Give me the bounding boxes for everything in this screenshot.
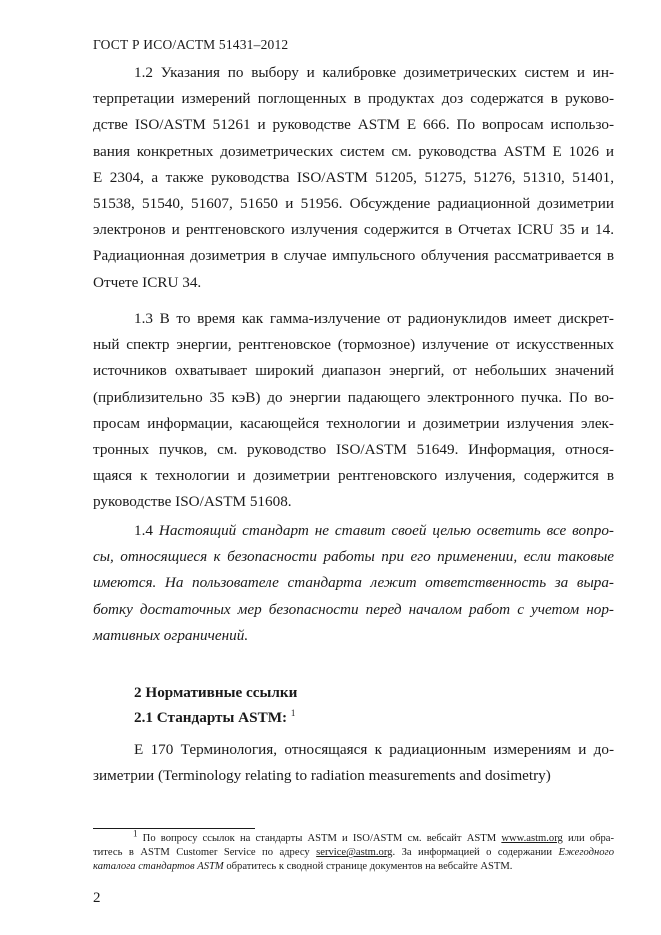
text-line: источников охватывает широкий диапазон энергий, от небольших значений — [93, 362, 614, 380]
paragraph-1-4 — [93, 518, 614, 649]
footnote-divider — [93, 828, 255, 829]
footnote-text: . За информацией о содержании — [392, 847, 553, 859]
footnote-line — [93, 828, 615, 846]
text-line: (приблизительно 35 кэВ) до энергии падающего электронного пучка. По во- — [93, 388, 614, 406]
text-line: ный спектр энергии, рентгеновское (тормозное) излучение от искусственных — [93, 336, 614, 354]
section-2-title: 2 Нормативные ссылки — [134, 684, 298, 701]
paragraph-1-2 — [93, 60, 614, 296]
text-line: тронных пучков, см. руководство ISO/ASTM 51649. Информация, относя- — [93, 440, 614, 458]
footnote-italic: каталога стандартов ASTM — [93, 861, 224, 873]
footnote-mark: 1 — [133, 828, 138, 839]
text-line: сы, относящиеся к безопасности работы при его применении, если таковые — [93, 548, 614, 566]
section-2-1-title — [134, 709, 295, 727]
page-number: 2 — [93, 890, 101, 906]
document-header: ГОСТ Р ИСО/АСТМ 51431–2012 — [93, 37, 289, 52]
text-line: ботку достаточных мер безопасности перед началом работ с учетом нор- — [93, 600, 614, 618]
footnote-line — [93, 846, 614, 860]
text-line: Радиационная дозиметрия в случае импульсного облучения рассматривается в — [93, 247, 614, 265]
clause-number: 1.4 — [134, 522, 153, 539]
footnote-text: обратитесь к сводной странице документов на вебсайте ASTM. — [226, 861, 513, 873]
text-line: вания конкретных дозиметрических систем см. руководства ASTM E 1026 и — [93, 142, 614, 160]
text-line: просам информации, касающейся технологии и дозиметрии излучения элек- — [93, 414, 614, 432]
text-line: 51538, 51540, 51607, 51650 и 51956. Обсуждение радиационной дозиметрии — [93, 194, 614, 212]
footnote-italic: Ежегодного — [558, 847, 614, 859]
subsection-text: 2.1 Стандарты ASTM: — [134, 709, 288, 726]
italic-text: Настоящий стандарт не ставит своей целью осветить все вопро- — [158, 522, 614, 539]
text-line: зиметрии (Terminology relating to radiation measurements and dosimetry) — [93, 767, 551, 785]
email-link[interactable]: service@astm.org — [316, 847, 393, 859]
paragraph-1-3 — [93, 306, 614, 516]
footnote — [93, 828, 615, 875]
footnote-text: По вопросу ссылок на стандарты ASTM и ISO/ASTM см. вебсайт ASTM — [142, 833, 497, 844]
text-line: терпретации измерений поглощенных в продуктах доз содержатся в руково- — [93, 90, 614, 108]
reference-e170 — [93, 737, 614, 789]
text-line: E 170 Терминология, относящаяся к радиационным измерениям и до- — [134, 741, 614, 758]
text-line: 1.3 В то время как гамма-излучение от радионуклидов имеет дискрет- — [134, 310, 614, 327]
text-line: 1.2 Указания по выбору и калибровке дозиметрических систем и ин- — [134, 64, 614, 81]
text-line: руководстве ISO/ASTM 51608. — [93, 493, 292, 511]
text-line: электронов и рентгеновского излучения содержится в Отчетах ICRU 35 и 14. — [93, 221, 614, 239]
footnote-text: титесь в ASTM Customer Service по адресу — [93, 847, 310, 859]
footnote-ref: 1 — [290, 707, 296, 718]
text-line: дстве ISO/ASTM 51261 и руководстве ASTM E 666. По вопросам использо- — [93, 116, 614, 134]
footnote-text: или обра- — [568, 833, 615, 844]
text-line: Отчете ICRU 34. — [93, 273, 202, 291]
text-line: щаяся к технологии и дозиметрии рентгеновского излучения, содержится в — [93, 467, 614, 485]
text-line — [93, 518, 614, 544]
website-link[interactable]: www.astm.org — [501, 833, 563, 844]
text-line: мативных ограничений. — [93, 626, 249, 644]
text-line: E 2304, а также руководства ISO/ASTM 51205, 51275, 51276, 51310, 51401, — [93, 168, 614, 186]
footnote-line — [93, 860, 614, 874]
text-line: имеются. На пользователе стандарта лежит ответственность за выра- — [93, 574, 614, 592]
